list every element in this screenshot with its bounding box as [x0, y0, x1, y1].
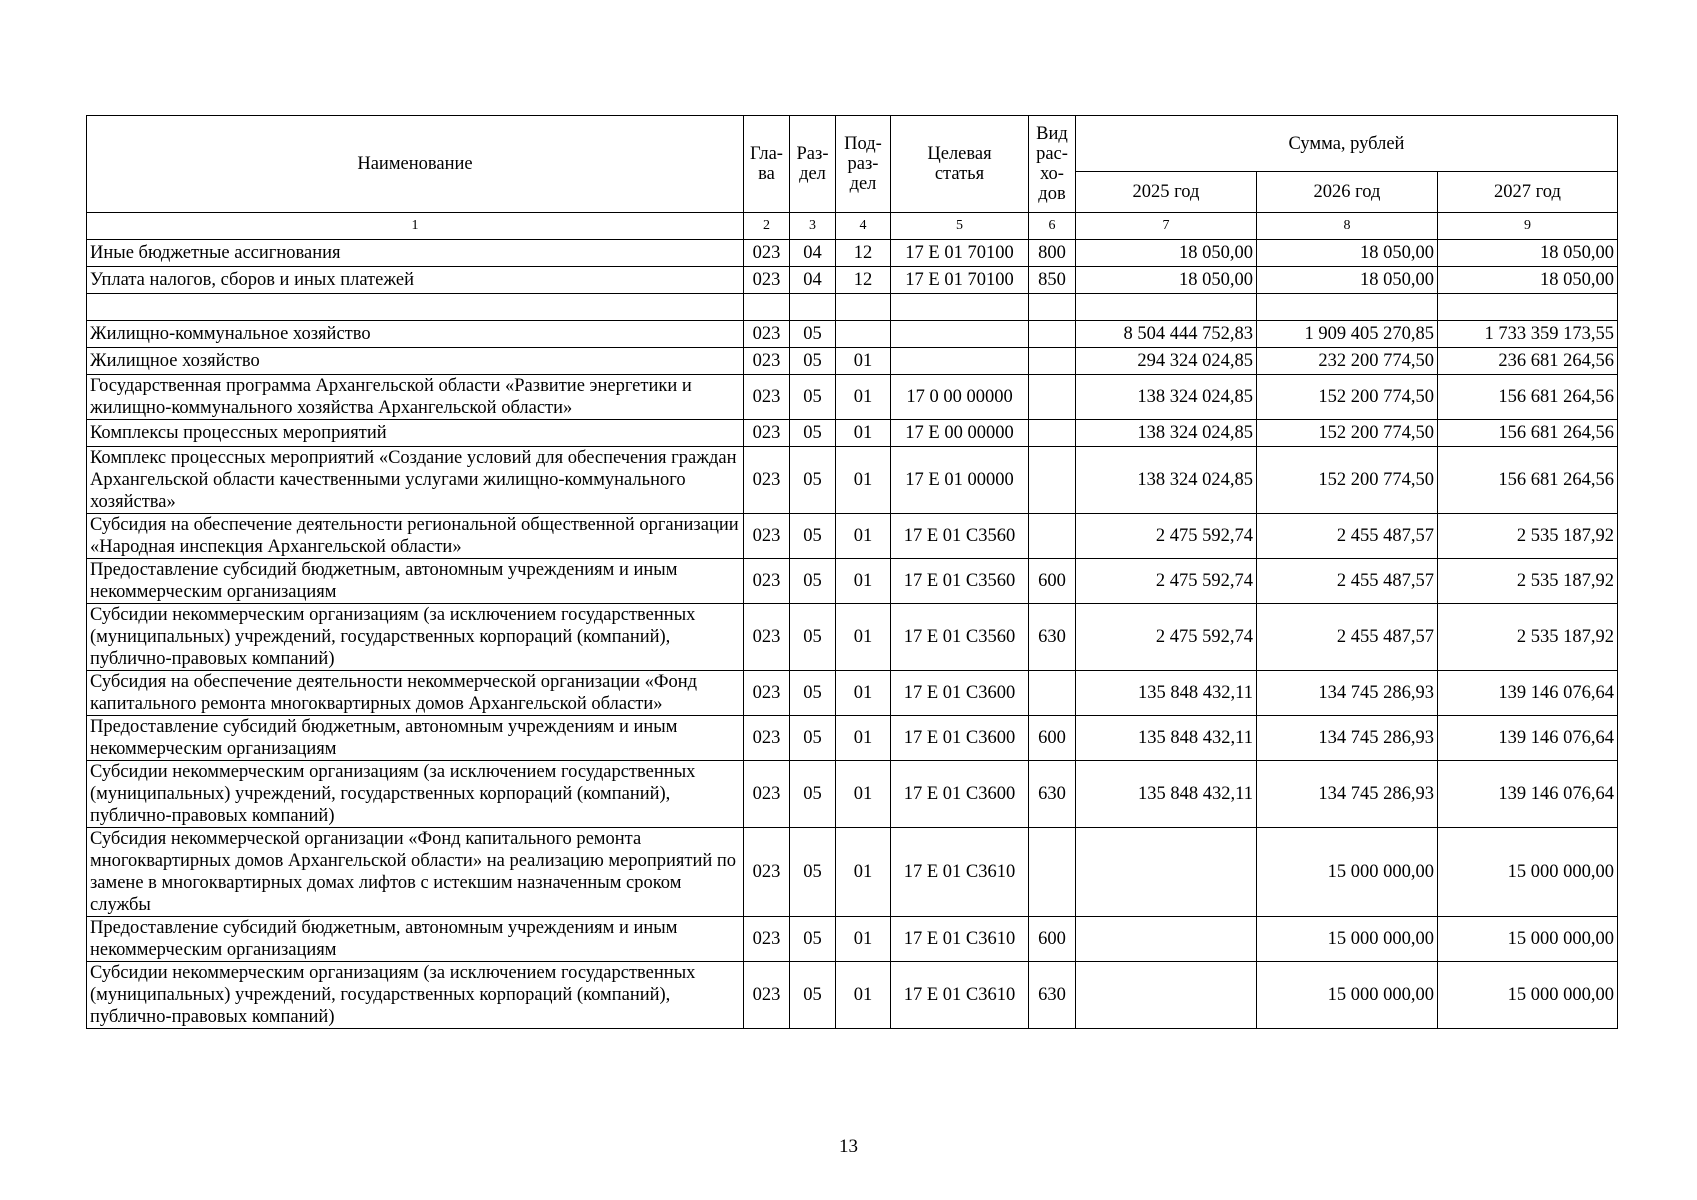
vid-rashodov-cell: 800	[1029, 240, 1076, 267]
column-number: 5	[891, 213, 1029, 240]
celevaya-statya-cell: 17 Е 01 С3610	[891, 962, 1029, 1029]
header-vid-rashodov: Вид рас- хо- дов	[1029, 116, 1076, 213]
row-name-cell: Предоставление субсидий бюджетным, автономным учреждениям и иным некоммерческим организациям	[87, 917, 744, 962]
sum-2027-cell: 15 000 000,00	[1438, 962, 1618, 1029]
row-name-cell: Иные бюджетные ассигнования	[87, 240, 744, 267]
header-row	[87, 116, 1618, 172]
razdel-cell: 05	[790, 447, 836, 514]
podrazdel-cell: 01	[836, 761, 891, 828]
glava-cell: 023	[744, 375, 790, 420]
table-body	[87, 240, 1618, 1029]
column-number: 8	[1257, 213, 1438, 240]
podrazdel-cell: 01	[836, 671, 891, 716]
sum-2025-cell: 138 324 024,85	[1076, 420, 1257, 447]
podrazdel-cell: 01	[836, 962, 891, 1029]
glava-cell: 023	[744, 420, 790, 447]
celevaya-statya-cell: 17 Е 01 С3600	[891, 671, 1029, 716]
page-number: 13	[839, 1136, 858, 1157]
header-year-2025: 2025 год	[1076, 172, 1257, 213]
sum-2027-cell: 18 050,00	[1438, 267, 1618, 294]
sum-2025-cell: 294 324 024,85	[1076, 348, 1257, 375]
sum-2027-cell: 2 535 187,92	[1438, 559, 1618, 604]
table-row	[87, 514, 1618, 559]
sum-2025-cell: 135 848 432,11	[1076, 671, 1257, 716]
column-number: 4	[836, 213, 891, 240]
sum-2025-cell	[1076, 962, 1257, 1029]
vid-rashodov-cell: 630	[1029, 604, 1076, 671]
table-row	[87, 420, 1618, 447]
glava-cell: 023	[744, 240, 790, 267]
razdel-cell: 05	[790, 375, 836, 420]
celevaya-statya-cell: 17 Е 01 С3600	[891, 716, 1029, 761]
sum-2025-cell: 18 050,00	[1076, 267, 1257, 294]
glava-cell: 023	[744, 604, 790, 671]
podrazdel-cell: 12	[836, 267, 891, 294]
header-podrazdel: Под- раз- дел	[836, 116, 891, 213]
table-row	[87, 828, 1618, 917]
sum-2026-cell	[1257, 294, 1438, 321]
sum-2026-cell: 232 200 774,50	[1257, 348, 1438, 375]
sum-2025-cell: 135 848 432,11	[1076, 761, 1257, 828]
razdel-cell: 05	[790, 671, 836, 716]
razdel-cell: 05	[790, 604, 836, 671]
sum-2026-cell: 134 745 286,93	[1257, 671, 1438, 716]
table-row	[87, 375, 1618, 420]
sum-2026-cell: 134 745 286,93	[1257, 761, 1438, 828]
razdel-cell: 05	[790, 761, 836, 828]
sum-2026-cell: 18 050,00	[1257, 267, 1438, 294]
header-year-2026: 2026 год	[1257, 172, 1438, 213]
row-name-cell: Жилищное хозяйство	[87, 348, 744, 375]
table-row	[87, 348, 1618, 375]
razdel-cell: 05	[790, 420, 836, 447]
header-year-2027: 2027 год	[1438, 172, 1618, 213]
column-number-row	[87, 213, 1618, 240]
vid-rashodov-cell	[1029, 514, 1076, 559]
sum-2025-cell: 2 475 592,74	[1076, 604, 1257, 671]
podrazdel-cell: 01	[836, 559, 891, 604]
table-row	[87, 321, 1618, 348]
vid-rashodov-cell	[1029, 321, 1076, 348]
glava-cell: 023	[744, 716, 790, 761]
sum-2027-cell: 156 681 264,56	[1438, 447, 1618, 514]
vid-rashodov-cell	[1029, 447, 1076, 514]
podrazdel-cell: 01	[836, 375, 891, 420]
vid-rashodov-cell: 600	[1029, 559, 1076, 604]
razdel-cell: 05	[790, 514, 836, 559]
podrazdel-cell: 01	[836, 604, 891, 671]
table-row	[87, 761, 1618, 828]
glava-cell	[744, 294, 790, 321]
sum-2026-cell: 15 000 000,00	[1257, 917, 1438, 962]
vid-rashodov-cell: 600	[1029, 716, 1076, 761]
sum-2025-cell	[1076, 294, 1257, 321]
celevaya-statya-cell: 17 Е 01 С3610	[891, 828, 1029, 917]
sum-2026-cell: 2 455 487,57	[1257, 559, 1438, 604]
vid-rashodov-cell: 630	[1029, 962, 1076, 1029]
header-celevaya-statya: Целевая статья	[891, 116, 1029, 213]
table-row	[87, 447, 1618, 514]
column-number: 6	[1029, 213, 1076, 240]
table-row	[87, 240, 1618, 267]
sum-2027-cell: 156 681 264,56	[1438, 375, 1618, 420]
sum-2025-cell: 138 324 024,85	[1076, 447, 1257, 514]
sum-2026-cell: 2 455 487,57	[1257, 514, 1438, 559]
glava-cell: 023	[744, 321, 790, 348]
celevaya-statya-cell	[891, 294, 1029, 321]
sum-2027-cell: 1 733 359 173,55	[1438, 321, 1618, 348]
sum-2027-cell: 139 146 076,64	[1438, 671, 1618, 716]
sum-2025-cell: 138 324 024,85	[1076, 375, 1257, 420]
celevaya-statya-cell: 17 Е 01 С3600	[891, 761, 1029, 828]
celevaya-statya-cell: 17 0 00 00000	[891, 375, 1029, 420]
celevaya-statya-cell	[891, 348, 1029, 375]
podrazdel-cell: 01	[836, 917, 891, 962]
sum-2026-cell: 2 455 487,57	[1257, 604, 1438, 671]
glava-cell: 023	[744, 761, 790, 828]
vid-rashodov-cell: 850	[1029, 267, 1076, 294]
sum-2027-cell: 236 681 264,56	[1438, 348, 1618, 375]
sum-2025-cell	[1076, 828, 1257, 917]
glava-cell: 023	[744, 514, 790, 559]
row-name-cell: Предоставление субсидий бюджетным, автономным учреждениям и иным некоммерческим организациям	[87, 716, 744, 761]
header-name: Наименование	[87, 116, 744, 213]
glava-cell: 023	[744, 917, 790, 962]
razdel-cell: 04	[790, 240, 836, 267]
row-name-cell: Предоставление субсидий бюджетным, автономным учреждениям и иным некоммерческим организациям	[87, 559, 744, 604]
header-summa: Сумма, рублей	[1076, 116, 1618, 172]
razdel-cell: 05	[790, 716, 836, 761]
table-row	[87, 671, 1618, 716]
podrazdel-cell: 01	[836, 447, 891, 514]
celevaya-statya-cell: 17 Е 01 00000	[891, 447, 1029, 514]
column-number: 1	[87, 213, 744, 240]
table-row	[87, 267, 1618, 294]
sum-2025-cell: 8 504 444 752,83	[1076, 321, 1257, 348]
podrazdel-cell: 01	[836, 348, 891, 375]
sum-2025-cell: 2 475 592,74	[1076, 514, 1257, 559]
sum-2025-cell: 135 848 432,11	[1076, 716, 1257, 761]
celevaya-statya-cell: 17 Е 01 С3560	[891, 514, 1029, 559]
sum-2027-cell: 2 535 187,92	[1438, 604, 1618, 671]
sum-2026-cell: 152 200 774,50	[1257, 420, 1438, 447]
header-glava: Гла- ва	[744, 116, 790, 213]
podrazdel-cell: 01	[836, 716, 891, 761]
sum-2026-cell: 134 745 286,93	[1257, 716, 1438, 761]
table-row	[87, 604, 1618, 671]
budget-table	[86, 115, 1618, 1029]
row-name-cell: Комплекс процессных мероприятий «Создание условий для обеспечения граждан Архангельской области качественными услугами жилищно-коммунального хозяйства»	[87, 447, 744, 514]
razdel-cell: 05	[790, 917, 836, 962]
column-number: 9	[1438, 213, 1618, 240]
row-name-cell: Субсидии некоммерческим организациям (за исключением государственных (муниципальных) учреждений, государственных корпораций (компаний), публично-правовых компаний)	[87, 761, 744, 828]
row-name-cell: Комплексы процессных мероприятий	[87, 420, 744, 447]
razdel-cell: 05	[790, 321, 836, 348]
column-number: 2	[744, 213, 790, 240]
sum-2026-cell: 15 000 000,00	[1257, 962, 1438, 1029]
razdel-cell: 05	[790, 559, 836, 604]
sum-2027-cell: 15 000 000,00	[1438, 828, 1618, 917]
table-header	[87, 116, 1618, 240]
sum-2025-cell: 2 475 592,74	[1076, 559, 1257, 604]
glava-cell: 023	[744, 671, 790, 716]
sum-2025-cell	[1076, 917, 1257, 962]
sum-2027-cell: 156 681 264,56	[1438, 420, 1618, 447]
razdel-cell: 05	[790, 828, 836, 917]
glava-cell: 023	[744, 828, 790, 917]
podrazdel-cell: 01	[836, 514, 891, 559]
podrazdel-cell	[836, 294, 891, 321]
table-row	[87, 294, 1618, 321]
table-row	[87, 962, 1618, 1029]
podrazdel-cell	[836, 321, 891, 348]
sum-2026-cell: 1 909 405 270,85	[1257, 321, 1438, 348]
glava-cell: 023	[744, 267, 790, 294]
celevaya-statya-cell: 17 Е 01 С3560	[891, 559, 1029, 604]
sum-2026-cell: 152 200 774,50	[1257, 447, 1438, 514]
sum-2027-cell: 15 000 000,00	[1438, 917, 1618, 962]
glava-cell: 023	[744, 348, 790, 375]
glava-cell: 023	[744, 447, 790, 514]
sum-2027-cell	[1438, 294, 1618, 321]
glava-cell: 023	[744, 559, 790, 604]
row-name-cell: Субсидии некоммерческим организациям (за исключением государственных (муниципальных) учреждений, государственных корпораций (компаний), публично-правовых компаний)	[87, 962, 744, 1029]
row-name-cell: Уплата налогов, сборов и иных платежей	[87, 267, 744, 294]
row-name-cell: Жилищно-коммунальное хозяйство	[87, 321, 744, 348]
row-name-cell: Субсидия некоммерческой организации «Фонд капитального ремонта многоквартирных домов Архангельской области» на реализацию мероприятий по замене в многоквартирных домах лифтов с истекшим назначенным сроком службы	[87, 828, 744, 917]
razdel-cell: 05	[790, 962, 836, 1029]
vid-rashodov-cell	[1029, 294, 1076, 321]
podrazdel-cell: 12	[836, 240, 891, 267]
table-row	[87, 716, 1618, 761]
razdel-cell	[790, 294, 836, 321]
sum-2026-cell: 18 050,00	[1257, 240, 1438, 267]
sum-2027-cell: 2 535 187,92	[1438, 514, 1618, 559]
sum-2027-cell: 139 146 076,64	[1438, 761, 1618, 828]
sum-2025-cell: 18 050,00	[1076, 240, 1257, 267]
vid-rashodov-cell	[1029, 671, 1076, 716]
celevaya-statya-cell	[891, 321, 1029, 348]
vid-rashodov-cell: 630	[1029, 761, 1076, 828]
celevaya-statya-cell: 17 Е 01 70100	[891, 240, 1029, 267]
glava-cell: 023	[744, 962, 790, 1029]
podrazdel-cell: 01	[836, 828, 891, 917]
vid-rashodov-cell	[1029, 348, 1076, 375]
razdel-cell: 04	[790, 267, 836, 294]
column-number: 7	[1076, 213, 1257, 240]
celevaya-statya-cell: 17 Е 01 70100	[891, 267, 1029, 294]
vid-rashodov-cell: 600	[1029, 917, 1076, 962]
vid-rashodov-cell	[1029, 375, 1076, 420]
celevaya-statya-cell: 17 Е 01 С3560	[891, 604, 1029, 671]
sum-2027-cell: 18 050,00	[1438, 240, 1618, 267]
sum-2026-cell: 15 000 000,00	[1257, 828, 1438, 917]
celevaya-statya-cell: 17 Е 00 00000	[891, 420, 1029, 447]
row-name-cell	[87, 294, 744, 321]
vid-rashodov-cell	[1029, 828, 1076, 917]
column-number: 3	[790, 213, 836, 240]
podrazdel-cell: 01	[836, 420, 891, 447]
row-name-cell: Государственная программа Архангельской области «Развитие энергетики и жилищно-коммунального хозяйства Архангельской области»	[87, 375, 744, 420]
table-row	[87, 559, 1618, 604]
razdel-cell: 05	[790, 348, 836, 375]
row-name-cell: Субсидия на обеспечение деятельности некоммерческой организации «Фонд капитального ремонта многоквартирных домов Архангельской области»	[87, 671, 744, 716]
vid-rashodov-cell	[1029, 420, 1076, 447]
table-row	[87, 917, 1618, 962]
row-name-cell: Субсидия на обеспечение деятельности региональной общественной организации «Народная инспекция Архангельской области»	[87, 514, 744, 559]
sum-2026-cell: 152 200 774,50	[1257, 375, 1438, 420]
celevaya-statya-cell: 17 Е 01 С3610	[891, 917, 1029, 962]
header-razdel: Раз- дел	[790, 116, 836, 213]
sum-2027-cell: 139 146 076,64	[1438, 716, 1618, 761]
row-name-cell: Субсидии некоммерческим организациям (за исключением государственных (муниципальных) учреждений, государственных корпораций (компаний), публично-правовых компаний)	[87, 604, 744, 671]
